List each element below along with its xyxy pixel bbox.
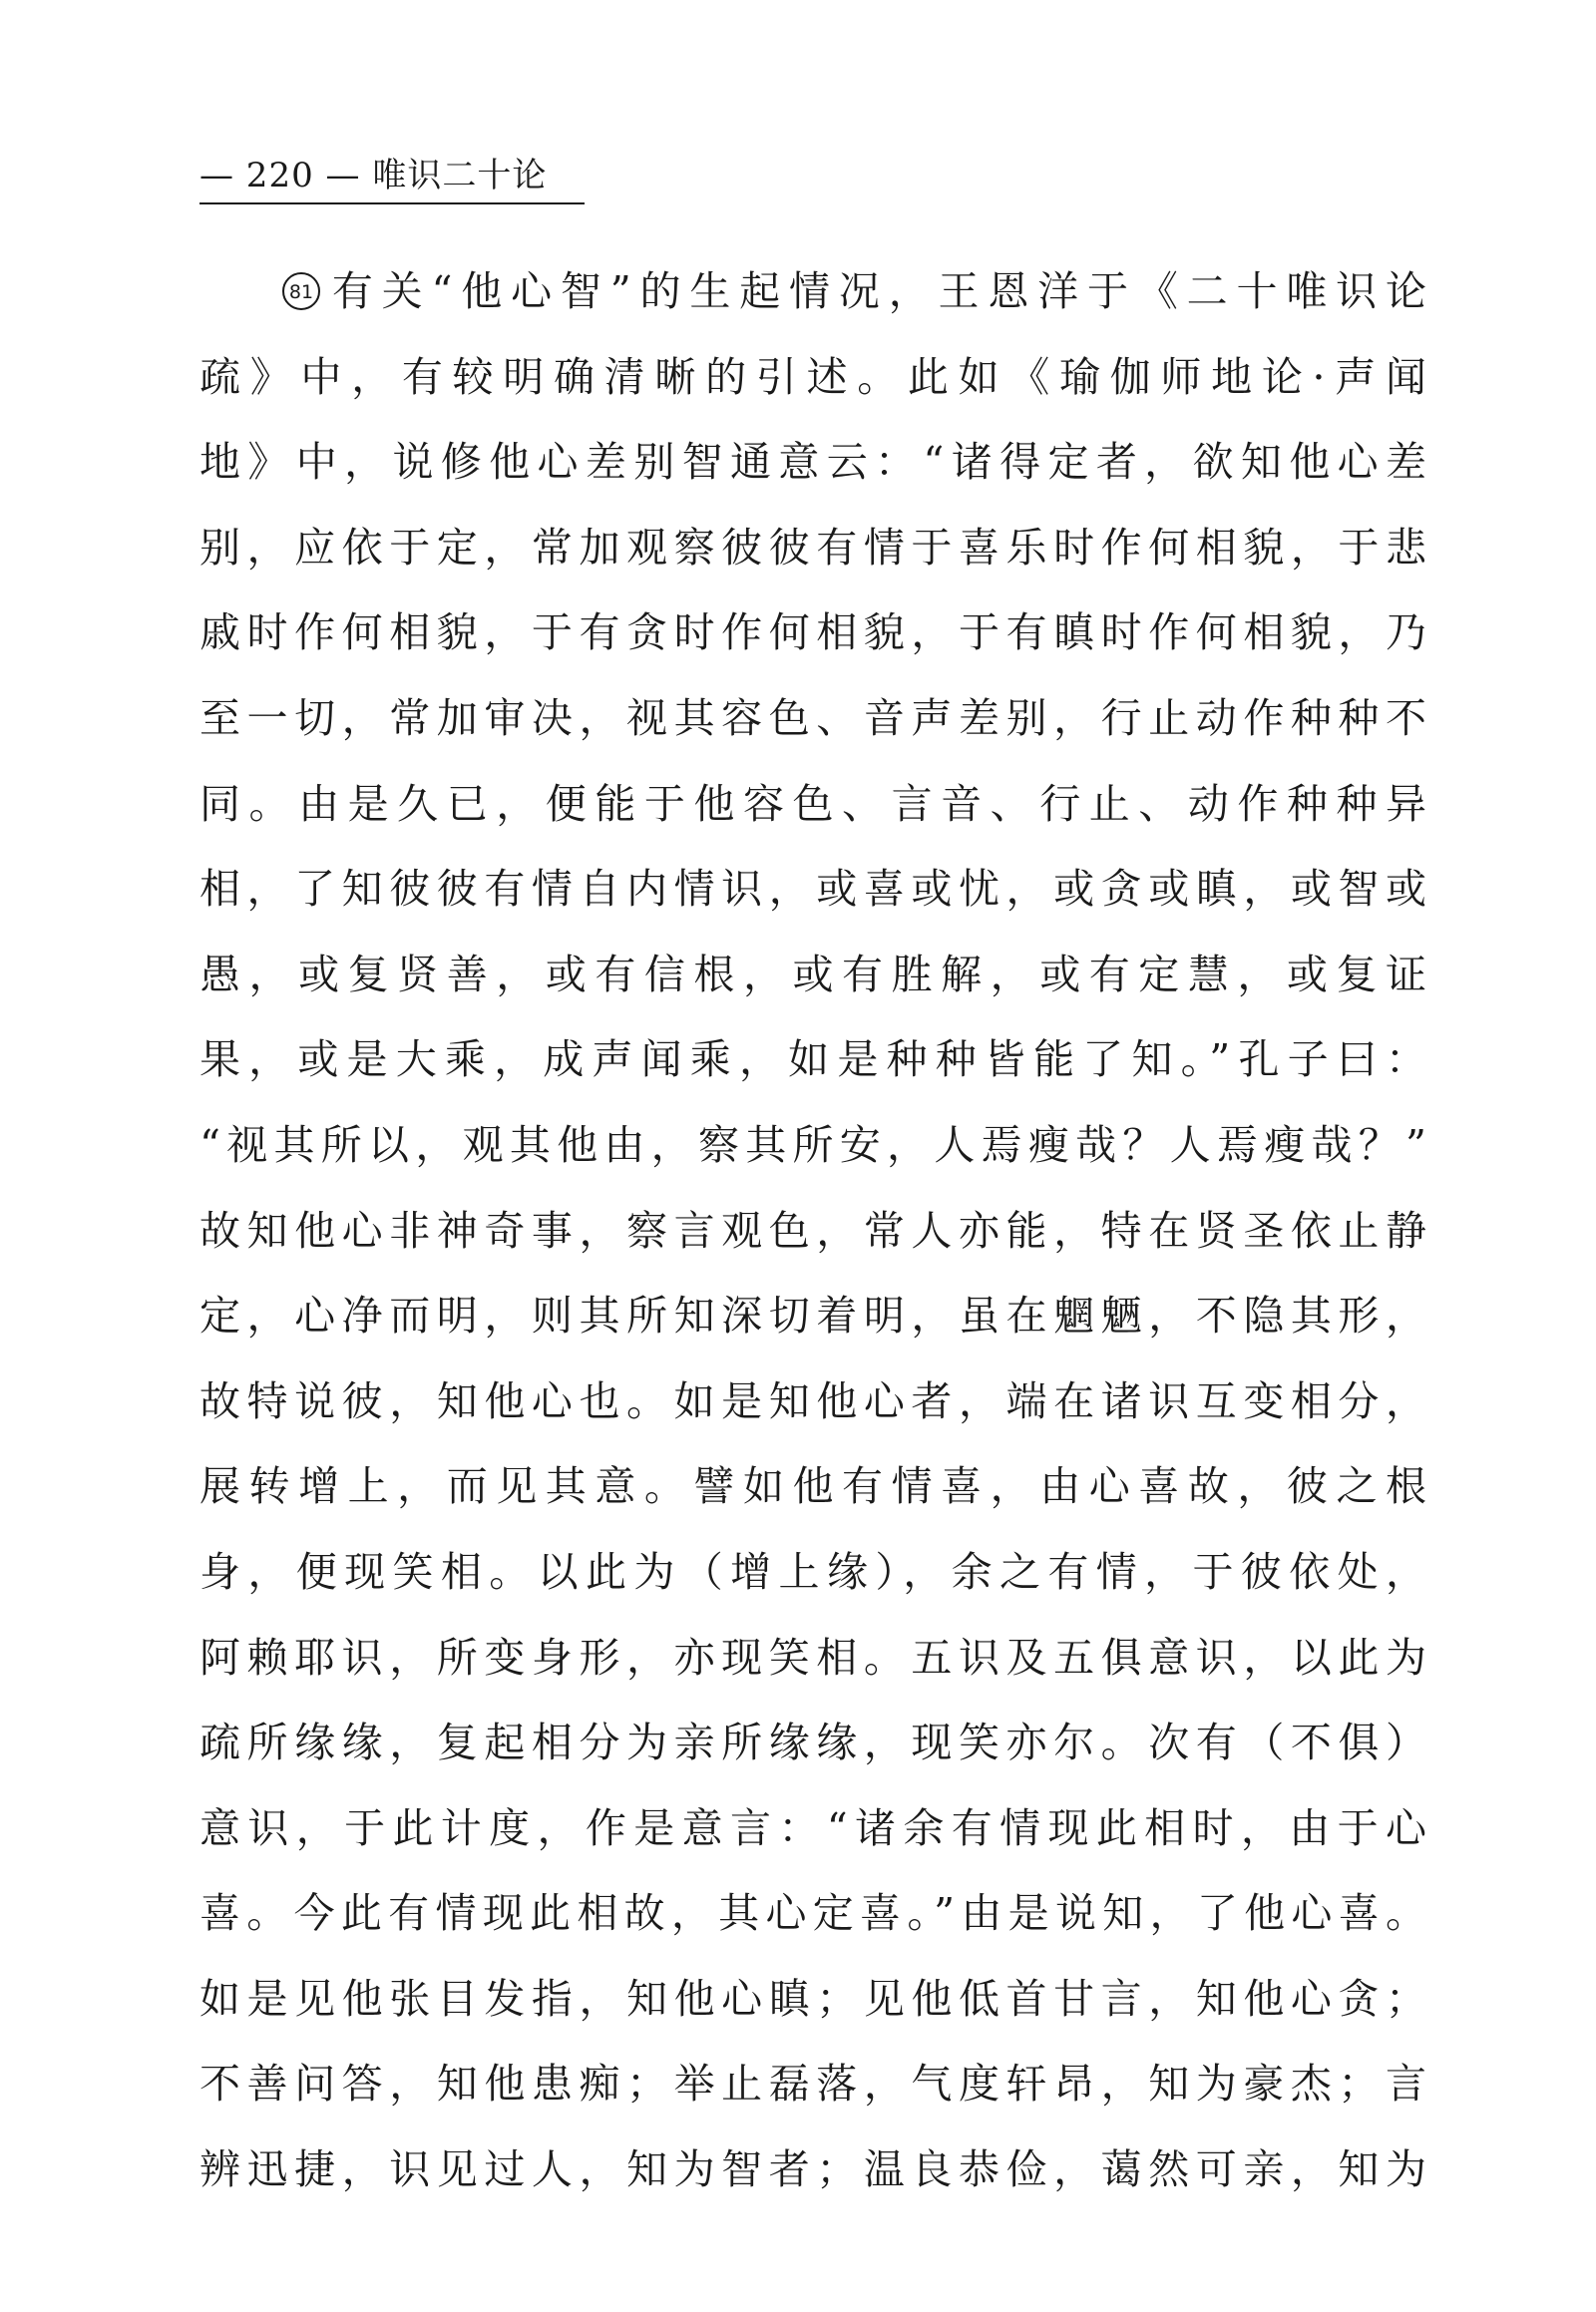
text-line: 疏所缘缘，复起相分为亲所缘缘，现笑亦尔。次有（不俱） (200, 1719, 1426, 1767)
running-head-text: — 220 — 唯识二十论 (200, 156, 548, 195)
svg-text:81: 81 (288, 281, 314, 303)
text-line: 定，心净而明，则其所知深切着明，虽在魍魉，不隐其形， (200, 1292, 1426, 1341)
text-line: 戚时作何相貌，于有贪时作何相貌，于有瞋时作何相貌，乃 (200, 608, 1426, 657)
text-line: 疏》中，有较明确清晰的引述。此如《瑜伽师地论·声闻 (200, 352, 1426, 401)
header-rule (200, 202, 585, 204)
text-line: 身，便现笑相。以此为（增上缘），余之有情，于彼依处， (200, 1547, 1426, 1596)
text-line: 如是见他张目发指，知他心瞋；见他低首甘言，知他心贪； (200, 1974, 1426, 2023)
text-line: 愚，或复贤善，或有信根，或有胜解，或有定慧，或复证 (200, 950, 1426, 998)
text-line: 别，应依于定，常加观察彼彼有情于喜乐时作何相貌，于悲 (200, 523, 1426, 572)
text-line: 地》中，说修他心差别智通意云：“诸得定者，欲知他心差 (200, 438, 1426, 487)
text-line: 至一切，常加审决，视其容色、音声差别，行止动作种种不 (200, 693, 1426, 742)
text-line: 相，了知彼彼有情自内情识，或喜或忧，或贪或瞋，或智或 (200, 865, 1426, 914)
text-line: 故特说彼，知他心也。如是知他心者，端在诸识互变相分， (200, 1376, 1426, 1425)
text-line: “视其所以，观其他由，察其所安，人焉瘦哉？人焉瘦哉？” (200, 1120, 1426, 1169)
text-line: 展转增上，而见其意。譬如他有情喜，由心喜故，彼之根 (200, 1462, 1426, 1511)
text-line: 辨迅捷，识见过人，知为智者；温良恭俭，蔼然可亲，知为 (200, 2145, 1426, 2194)
running-head (200, 150, 618, 201)
text-line: 喜。今此有情现此相故，其心定喜。”由是说知，了他心喜。 (200, 1889, 1426, 1938)
text-line: 意识，于此计度，作是意言：“诸余有情现此相时，由于心 (200, 1803, 1426, 1852)
note-marker (281, 267, 323, 315)
text-line: 果，或是大乘，成声闻乘，如是种种皆能了知。”孔子曰： (200, 1035, 1426, 1084)
text-line: 81 有关“他心智”的生起情况，王恩洋于《二十唯识论 (200, 249, 1426, 335)
text-line: 故知他心非神奇事，察言观色，常人亦能，特在贤圣依止静 (200, 1206, 1426, 1255)
footnote-81 (200, 249, 1426, 2213)
text-line: 同。由是久已，便能于他容色、言音、行止、动作种种异 (200, 779, 1426, 828)
text-line: 阿赖耶识，所变身形，亦现笑相。五识及五俱意识，以此为 (200, 1633, 1426, 1682)
text-line: 不善问答，知他患痴；举止磊落，气度轩昂，知为豪杰；言 (200, 2060, 1426, 2109)
